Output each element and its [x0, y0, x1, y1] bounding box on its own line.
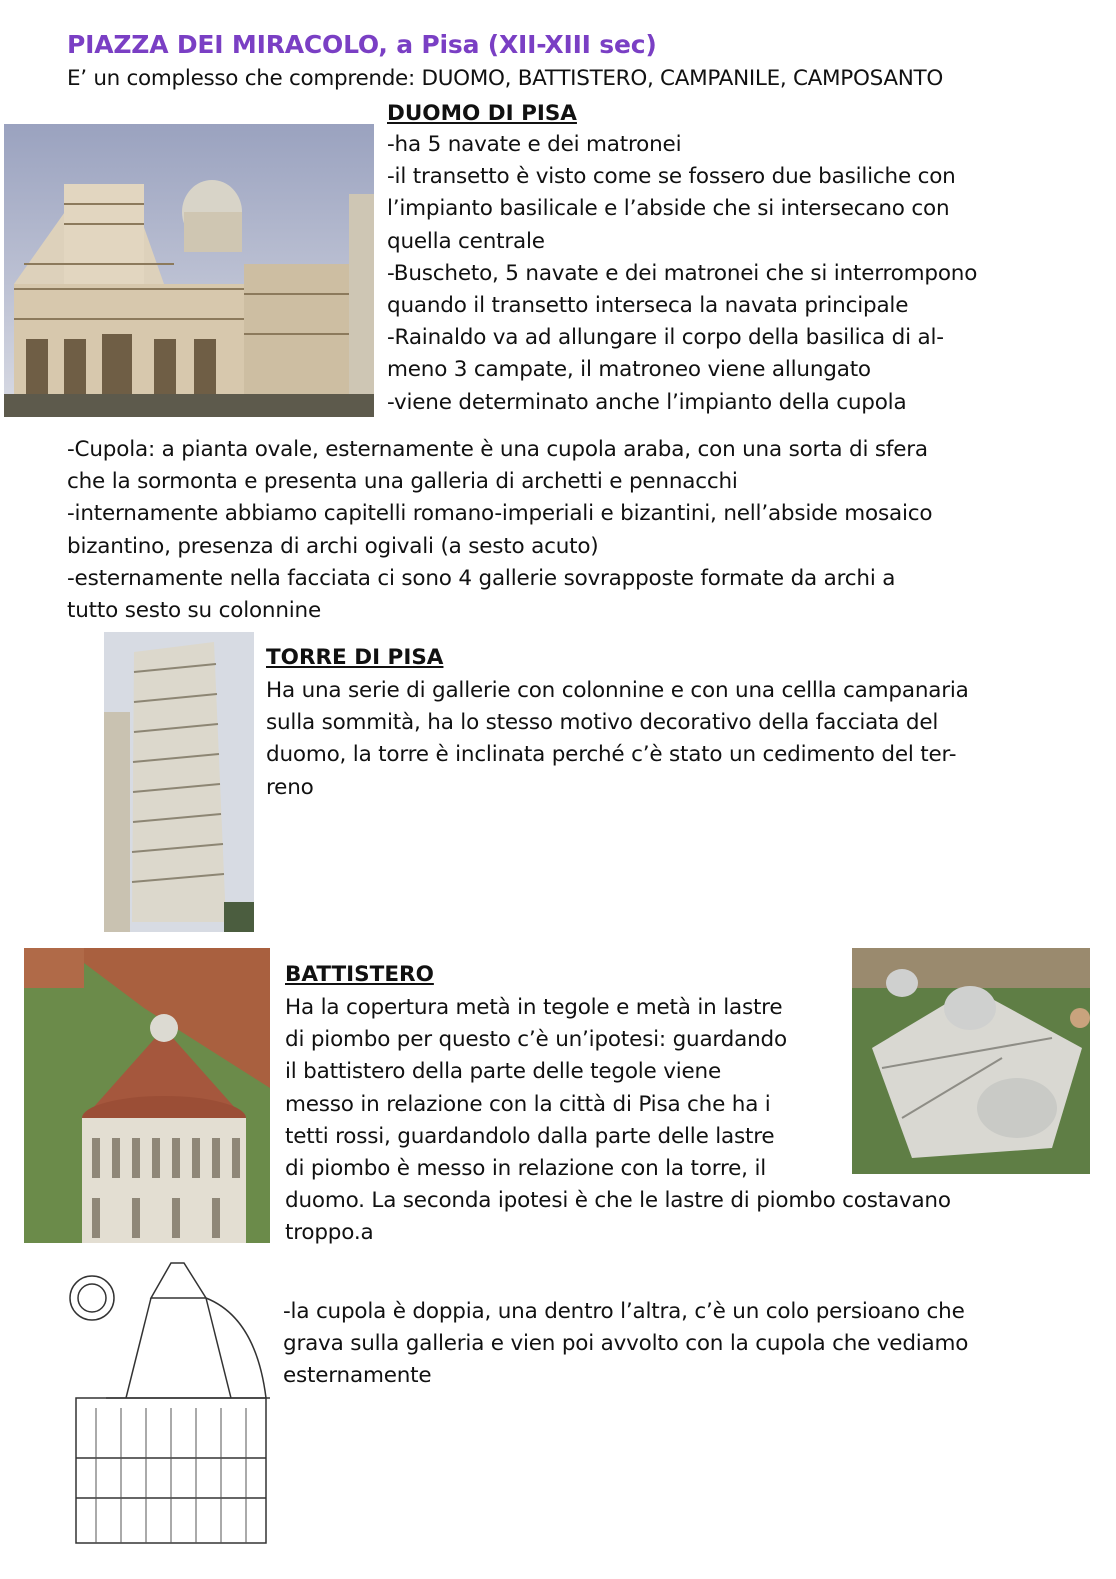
- cupola-text: [67, 434, 932, 627]
- duomo-line: meno 3 campate, il matroneo viene allungato: [387, 357, 871, 383]
- torre-photo: [104, 632, 254, 932]
- duomo-text: [387, 129, 977, 419]
- battistero-line: il battistero della parte delle tegole viene: [285, 1059, 721, 1085]
- cupola-line: -internamente abbiamo capitelli romano-imperiali e bizantini, nell’abside mosaico: [67, 501, 933, 527]
- cupola-doppia-line: esternamente: [283, 1363, 432, 1389]
- duomo-line: quando il transetto interseca la navata principale: [387, 293, 909, 319]
- duomo-photo: [4, 124, 374, 417]
- battistero-line: Ha la copertura metà in tegole e metà in lastre: [285, 995, 783, 1020]
- cupola-line: bizantino, presenza di archi ogivali (a sesto acuto): [67, 533, 599, 559]
- torre-line: duomo, la torre è inclinata perché c’è stato un cedimento del ter-: [266, 742, 957, 768]
- torre-line: Ha una serie di gallerie con colonnine e con una cellla campanaria: [266, 678, 969, 703]
- intro-text: E’ un complesso che comprende: DUOMO, BATTISTERO, CAMPANILE, CAMPOSANTO: [67, 66, 943, 91]
- aerial-photo: [852, 948, 1090, 1174]
- torre-line: sulla sommità, ha lo stesso motivo decorativo della facciata del: [266, 710, 939, 736]
- duomo-line: -viene determinato anche l’impianto della cupola: [387, 389, 907, 415]
- section-drawing: [66, 1258, 270, 1548]
- battistero-text: [285, 992, 951, 1250]
- battistero-photo: [24, 948, 270, 1243]
- torre-text: [266, 675, 969, 804]
- cupola-doppia-line: grava sulla galleria e vien poi avvolto con la cupola che vediamo: [283, 1331, 969, 1357]
- cupola-line: -esternamente nella facciata ci sono 4 gallerie sovrapposte formate da archi a: [67, 565, 896, 591]
- battistero-line: di piombo è messo in relazione con la torre, il: [285, 1156, 766, 1182]
- battistero-heading: BATTISTERO: [285, 962, 434, 987]
- duomo-line: -Buscheto, 5 navate e dei matronei che si interrompono: [387, 260, 978, 286]
- cupola-line: tutto sesto su colonnine: [67, 598, 321, 624]
- duomo-heading: DUOMO DI PISA: [387, 101, 577, 126]
- battistero-line: messo in relazione con la città di Pisa che ha i: [285, 1091, 771, 1117]
- cupola-doppia-line: -la cupola è doppia, una dentro l’altra, c’è un colo persioano che: [283, 1299, 965, 1324]
- torre-line: reno: [266, 774, 314, 800]
- duomo-line: -il transetto è visto come se fossero due basiliche con: [387, 164, 956, 190]
- torre-heading: TORRE DI PISA: [266, 645, 444, 670]
- cupola-line: che la sormonta e presenta una galleria di archetti e pennacchi: [67, 469, 738, 495]
- duomo-line: -ha 5 navate e dei matronei: [387, 132, 682, 157]
- page-title: PIAZZA DEI MIRACOLO, a Pisa (XII-XIII sec): [67, 30, 657, 59]
- battistero-line: tetti rossi, guardandolo dalla parte delle lastre: [285, 1123, 775, 1149]
- battistero-line: duomo. La seconda ipotesi è che le lastre di piombo costavano: [285, 1188, 951, 1214]
- battistero-line: troppo.a: [285, 1220, 374, 1246]
- cupola-doppia-text: [283, 1296, 968, 1393]
- duomo-line: l’impianto basilicale e l’abside che si intersecano con: [387, 196, 950, 222]
- duomo-line: quella centrale: [387, 228, 545, 254]
- battistero-line: di piombo per questo c’è un’ipotesi: guardando: [285, 1027, 787, 1053]
- duomo-line: -Rainaldo va ad allungare il corpo della basilica di al-: [387, 325, 944, 351]
- cupola-line: -Cupola: a pianta ovale, esternamente è una cupola araba, con una sorta di sfera: [67, 437, 928, 462]
